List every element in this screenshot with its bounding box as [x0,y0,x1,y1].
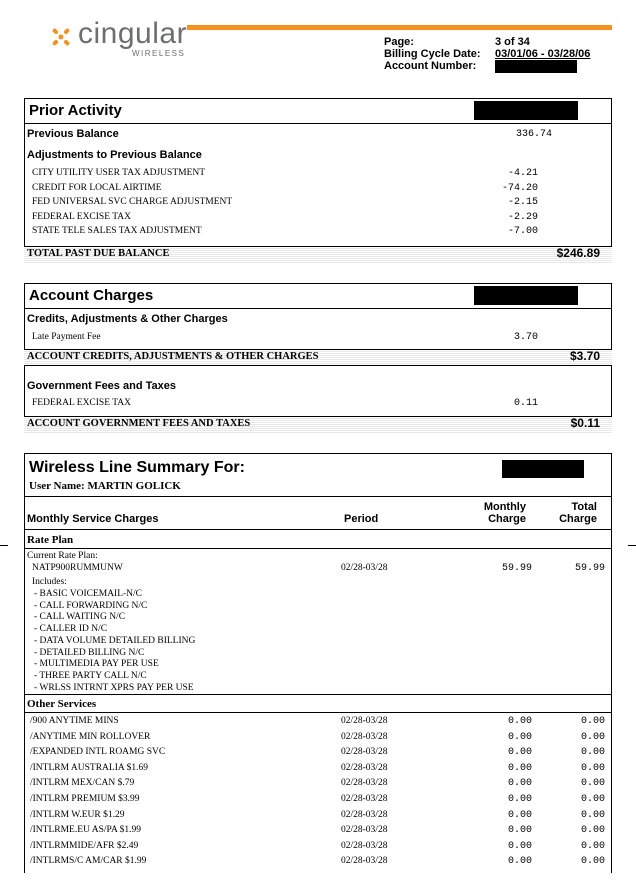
plan-total: 59.99 [574,563,605,574]
service-total: 0.00 [580,716,605,727]
service-name: /INTLRMS/C AM/CAR $1.99 [30,856,147,867]
wireless-summary-redacted [502,460,584,478]
gov-item-value: 0.11 [513,398,538,409]
service-monthly: 0.00 [507,747,532,759]
prior-activity-redacted [474,101,578,120]
other-services-heading: Other Services [27,698,97,710]
service-total: 0.00 [580,825,605,837]
included-feature: - BASIC VOICEMAIL-N/C [34,589,143,599]
divider [24,529,612,530]
page-label: Page: [384,36,414,48]
divider [24,365,612,366]
late-fee-label: Late Payment Fee [32,332,101,342]
wireless-summary-title: Wireless Line Summary For: [29,459,245,476]
service-monthly: 0.00 [507,716,532,727]
included-feature: - CALL WAITING N/C [34,612,126,623]
service-name: /ANYTIME MIN ROLLOVER [30,731,151,742]
service-period: 02/28-03/28 [341,778,388,789]
divider [24,548,612,549]
account-charges-title: Account Charges [29,287,154,304]
divider [24,496,612,497]
service-period: 02/28-03/28 [341,762,388,773]
account-charges-redacted [474,286,578,305]
billing-cycle-value: 03/01/06 - 03/28/06 [495,48,591,60]
included-feature: - CALL FORWARDING N/C [34,600,148,611]
total-past-due-label: TOTAL PAST DUE BALANCE [27,248,170,259]
service-name: /INTLRM AUSTRALIA $1.69 [30,762,148,773]
edge-mark-right [628,545,636,546]
page-value: 3 of 34 [495,36,530,48]
divider [24,308,612,309]
late-fee-value: 3.70 [513,332,538,343]
adjustments-title: Adjustments to Previous Balance [27,149,202,161]
account-number-redacted [495,60,577,73]
service-name: /INTLRM MEX/CAN $.79 [30,778,135,789]
service-total: 0.00 [580,856,605,868]
service-monthly: 0.00 [507,809,532,821]
service-monthly: 0.00 [507,840,532,852]
included-feature: - MULTIMEDIA PAY PER USE [34,659,159,670]
gov-total-value: $0.11 [570,416,600,430]
user-name: User Name: MARTIN GOLICK [29,480,181,492]
col-header-service: Monthly Service Charges [27,513,159,525]
service-name: /INTLRM W.EUR $1.29 [30,809,125,820]
adjustment-value: -7.00 [507,226,538,237]
service-period: 02/28-03/28 [341,731,388,742]
service-name: /INTLRMMIDE/AFR $2.49 [30,840,139,851]
logo-word: cingular [78,17,188,50]
included-feature: - DETAILED BILLING N/C [34,647,145,658]
divider [24,694,612,695]
plan-name: NATP900RUMMUNW [32,563,123,573]
service-period: 02/28-03/28 [341,716,388,726]
edge-mark-left [0,545,8,546]
service-total: 0.00 [580,778,605,790]
service-total: 0.00 [580,809,605,821]
plan-monthly: 59.99 [501,563,532,574]
col-header-period: Period [344,513,379,525]
included-feature: - THREE PARTY CALL N/C [34,670,147,681]
service-total: 0.00 [580,762,605,774]
billing-cycle-label: Billing Cycle Date: [384,48,481,60]
divider [24,712,612,713]
service-period: 02/28-03/28 [341,825,388,836]
service-total: 0.00 [580,747,605,759]
plan-period: 02/28-03/28 [341,563,388,573]
adjustment-label: CITY UTILITY USER TAX ADJUSTMENT [32,168,206,178]
service-period: 02/28-03/28 [341,856,388,867]
service-name: /EXPANDED INTL ROAMG SVC [30,747,166,758]
cingular-jack-icon [48,24,74,50]
service-name: /INTLRM PREMIUM $3.99 [30,794,140,804]
includes-label: Includes: [32,577,67,587]
adjustment-value: -2.15 [507,197,538,208]
gov-fees-title: Government Fees and Taxes [27,380,176,392]
service-monthly: 0.00 [507,778,532,790]
service-total: 0.00 [580,731,605,743]
included-feature: - WRLSS INTRNT XPRS PAY PER USE [34,682,194,693]
divider [24,123,612,124]
cingular-logo [48,17,198,60]
gov-item-label: FEDERAL EXCISE TAX [32,398,131,408]
service-period: 02/28-03/28 [341,809,388,820]
service-monthly: 0.00 [507,794,532,805]
gov-total-label: ACCOUNT GOVERNMENT FEES AND TAXES [27,418,251,429]
brand-bar [187,25,612,30]
account-number-label: Account Number: [384,60,477,72]
adjustment-value: -2.29 [507,211,538,223]
service-period: 02/28-03/28 [341,840,388,851]
adjustment-label: CREDIT FOR LOCAL AIRTIME [32,182,162,193]
total-past-due-value: $246.89 [556,246,600,260]
service-total: 0.00 [580,840,605,852]
adjustment-value: -4.21 [507,168,538,179]
service-total: 0.00 [580,794,605,805]
previous-balance-label: Previous Balance [27,128,119,140]
col-header-monthly-1: Monthly [483,501,526,513]
included-feature: - CALLER ID N/C [34,624,108,635]
service-period: 02/28-03/28 [341,794,388,804]
adjustment-label: STATE TELE SALES TAX ADJUSTMENT [32,226,202,236]
service-monthly: 0.00 [507,856,532,868]
prior-activity-title: Prior Activity [29,102,122,119]
col-header-total-2: Charge [559,513,597,525]
included-feature: - DATA VOLUME DETAILED BILLING [34,635,196,646]
credits-title: Credits, Adjustments & Other Charges [27,313,228,325]
logo-sub: WIRELESS [132,49,186,58]
credits-total-value: $3.70 [569,349,600,363]
adjustment-value: -74.20 [501,182,538,194]
service-monthly: 0.00 [507,731,532,743]
adjustment-label: FEDERAL EXCISE TAX [32,211,131,222]
adjustment-label: FED UNIVERSAL SVC CHARGE ADJUSTMENT [32,197,233,207]
service-period: 02/28-03/28 [341,747,388,758]
col-header-total-1: Total [571,501,597,513]
rate-plan-heading: Rate Plan [27,534,74,546]
service-name: /INTLRME.EU AS/PA $1.99 [30,825,142,836]
credits-total-label: ACCOUNT CREDITS, ADJUSTMENTS & OTHER CHARGES [27,351,319,362]
previous-balance-value: 336.74 [515,129,552,140]
col-header-monthly-2: Charge [488,513,526,525]
service-monthly: 0.00 [507,762,532,774]
service-monthly: 0.00 [507,825,532,837]
current-rate-plan-label: Current Rate Plan: [27,551,98,561]
service-name: /900 ANYTIME MINS [30,716,119,726]
